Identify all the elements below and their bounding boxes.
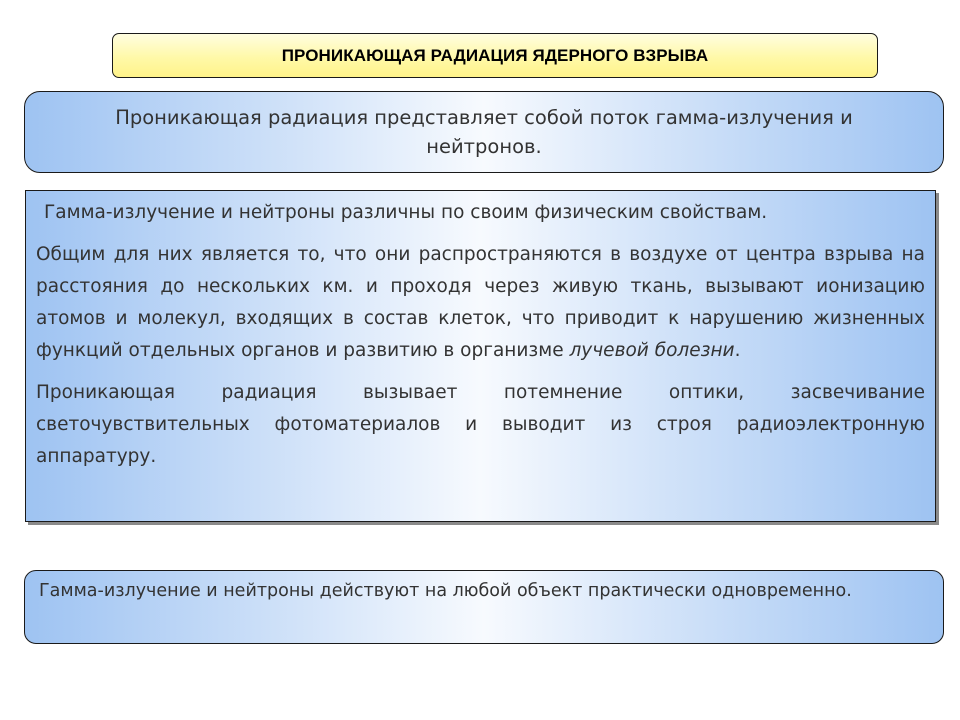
definition-box [24, 91, 944, 173]
main-content-box [25, 190, 936, 522]
paragraph-common-effects-end: . [734, 340, 741, 361]
note-text: Гамма-излучение и нейтроны действуют на любой объект практически одновременно. [39, 581, 852, 601]
slide-title-box [112, 33, 878, 78]
definition-text: Проникающая радиация представляет собой поток гамма-излучения и нейтронов. [115, 106, 853, 158]
slide-title: ПРОНИКАЮЩАЯ РАДИАЦИЯ ЯДЕРНОГО ВЗРЫВА [281, 45, 709, 65]
note-box [24, 570, 944, 644]
paragraph-common-effects-text: Общим для них является то, что они распространяются в воздухе от центра взрыва на расстояния до нескольких км. и проходя через живую ткань, вызывают ионизацию атомов и молекул, входящих в состав клеток, что приводит к нарушению жизненных функций отдельных органов и развитию в организме [36, 244, 925, 361]
paragraph-equipment-effects: Проникающая радиация вызывает потемнение оптики, засвечивание светочувствительных фотоматериалов и выводит из строя радиоэлектронную аппаратуру. [36, 382, 925, 467]
paragraph-properties: Гамма-излучение и нейтроны различны по своим физическим свойствам. [44, 202, 768, 223]
radiation-sickness-term: лучевой болезни [569, 340, 735, 361]
paragraph-common-effects [36, 239, 925, 367]
